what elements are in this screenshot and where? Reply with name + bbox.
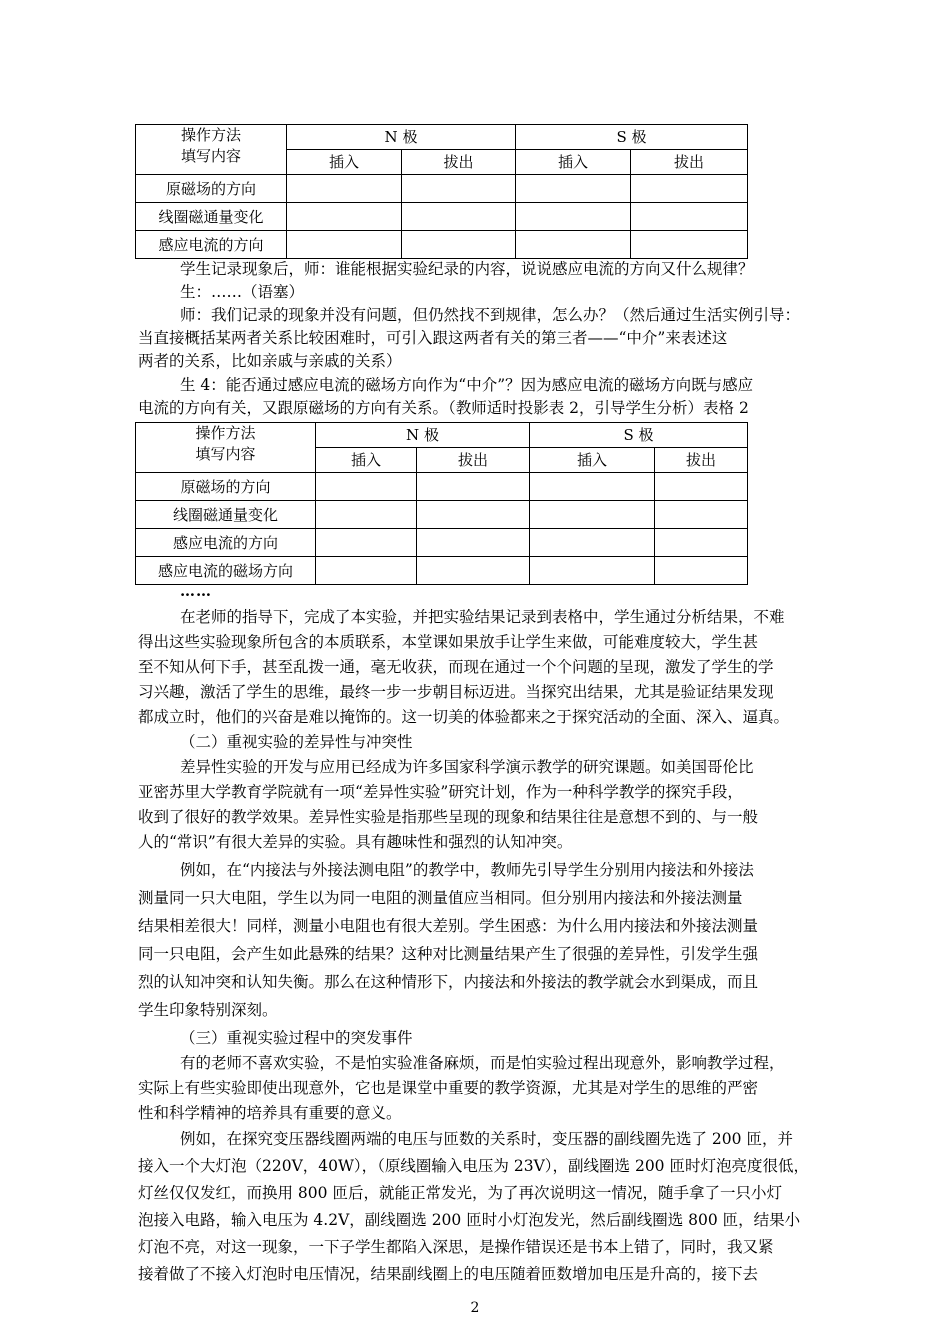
table2-row-label: 感应电流的方向 [136,529,316,557]
section-heading: （二）重视实验的差异性与冲突性 [180,733,413,751]
table-cell [530,557,655,585]
text-line: 同一只电阻，会产生如此悬殊的结果？这种对比测量结果产生了很强的差异性，引发学生强 [138,945,759,963]
table-cell [316,473,417,501]
experiment-table-1 [135,124,748,259]
table-cell [287,203,402,231]
table2-row-label: 线圈磁通量变化 [136,501,316,529]
table2-corner-cell [136,423,316,473]
table-cell [316,529,417,557]
text-line: 得出这些实验现象所包含的本质联系，本堂课如果放手让学生来做，可能难度较大，学生甚 [138,633,759,651]
text-line: 测量同一只大电阻，学生以为同一电阻的测量值应当相同。但分别用内接法和外接法测量 [138,889,743,907]
text-line: 当直接概括某两者关系比较困难时，可引入跟这两者有关的第三者——“中介”来表述这 [138,329,728,347]
table-cell [316,557,417,585]
table-cell [530,529,655,557]
page-number: 2 [470,1300,480,1316]
table2-n-pole-header: N 极 [316,423,530,448]
table-cell [402,203,516,231]
table2-row-label: 感应电流的磁场方向 [136,557,316,585]
table-cell [417,529,530,557]
table1-corner-line2: 填写内容 [180,147,241,165]
table2-s-insert-header: 插入 [530,448,655,473]
table2-s-pull-header: 拔出 [655,448,748,473]
text-line: 两者的关系，比如亲戚与亲戚的关系） [138,352,402,370]
text-line: 至不知从何下手，甚至乱拨一通，毫无收获，而现在通过一个个问题的呈现，激发了学生的学 [138,658,774,676]
table1-corner-line1: 操作方法 [180,126,241,144]
table-cell [655,501,748,529]
text-line: 在老师的指导下，完成了本实验，并把实验结果记录到表格中，学生通过分析结果，不难 [180,608,785,626]
table1-row-label: 感应电流的方向 [136,231,287,259]
text-line: 生：……（语塞） [180,283,305,301]
text-line: 差异性实验的开发与应用已经成为许多国家科学演示教学的研究课题。如美国哥伦比 [180,758,754,776]
experiment-table-2 [135,422,748,585]
table-cell [530,473,655,501]
ellipsis: …… [180,582,212,600]
table1-n-pull-header: 拔出 [402,150,516,175]
table-cell [287,175,402,203]
table-cell [417,473,530,501]
text-line: 性和科学精神的培养具有重要的意义。 [138,1104,402,1122]
table2-n-pull-header: 拔出 [417,448,530,473]
table-row [136,175,748,203]
text-line: 灯丝仅仅发红，而换用 800 匝后，就能正常发光，为了再次说明这一情况，随手拿了一只小灯 [138,1184,782,1202]
text-line: 生 4：能否通过感应电流的磁场方向作为“中介”？因为感应电流的磁场方向既与感应 [180,376,754,394]
table-row [136,473,748,501]
text-line: 实际上有些实验即使出现意外，它也是课堂中重要的教学资源，尤其是对学生的思维的严密 [138,1079,759,1097]
table1-corner-cell [136,125,287,175]
table1-s-insert-header: 插入 [516,150,631,175]
text-line: 亚密苏里大学教育学院就有一项“差异性实验”研究计划，作为一种科学教学的探究手段， [138,783,743,801]
table-cell [417,501,530,529]
text-line: 学生印象特别深刻。 [138,1001,278,1019]
table-cell [631,203,748,231]
table-cell [516,203,631,231]
table1-s-pole-header: S 极 [516,125,748,150]
table-cell [417,557,530,585]
text-line: 灯泡不亮，对这一现象，一下子学生都陷入深思，是操作错误还是书本上错了，同时，我又紧 [138,1238,774,1256]
text-line: 师：我们记录的现象并没有问题，但仍然找不到规律，怎么办？（然后通过生活实例引导： [180,306,801,324]
table-cell [402,175,516,203]
text-line: 收到了很好的教学效果。差异性实验是指那些呈现的现象和结果往往是意想不到的、与一般 [138,808,759,826]
table-cell [655,473,748,501]
table-cell [287,231,402,259]
table1-n-insert-header: 插入 [287,150,402,175]
table2-corner-line1: 操作方法 [195,424,256,442]
table1-row-label: 线圈磁通量变化 [136,203,287,231]
text-line: 都成立时，他们的兴奋是难以掩饰的。这一切美的体验都来之于探究活动的全面、深入、逼真。 [138,708,790,726]
table-row [136,557,748,585]
text-line: 结果相差很大！同样，测量小电阻也有很大差别。学生困惑：为什么用内接法和外接法测量 [138,917,759,935]
text-line: 接入一个大灯泡（220V，40W），（原线圈输入电压为 23V），副线圈选 200 匝时灯泡亮度很低， [138,1157,809,1175]
text-line: 烈的认知冲突和认知失衡。那么在这种情形下，内接法和外接法的教学就会水到渠成，而且 [138,973,759,991]
section-heading: （三）重视实验过程中的突发事件 [180,1029,413,1047]
table-row [136,529,748,557]
table2-s-pole-header: S 极 [530,423,748,448]
text-line: 人的“常识”有很大差异的实验。具有趣味性和强烈的认知冲突。 [138,833,573,851]
table-row [136,501,748,529]
table2-corner-line2: 填写内容 [195,445,256,463]
table-cell [516,175,631,203]
text-line: 电流的方向有关，又跟原磁场的方向有关系。（教师适时投影表 2，引导学生分析）表格 2 [138,399,749,417]
table-row [136,231,748,259]
text-line: 习兴趣，激活了学生的思维，最终一步一步朝目标迈进。当探究出结果，尤其是验证结果发现 [138,683,774,701]
table1-n-pole-header: N 极 [287,125,516,150]
table-cell [316,501,417,529]
table-cell [402,231,516,259]
text-line: 例如，在“内接法与外接法测电阻”的教学中，教师先引导学生分别用内接法和外接法 [180,861,754,879]
table1-s-pull-header: 拔出 [631,150,748,175]
table1-row-label: 原磁场的方向 [136,175,287,203]
table-cell [655,529,748,557]
text-line: 例如，在探究变压器线圈两端的电压与匝数的关系时，变压器的副线圈先选了 200 匝，并 [180,1130,793,1148]
text-line: 接着做了不接入灯泡时电压情况，结果副线圈上的电压随着匝数增加电压是升高的，接下去 [138,1265,759,1283]
table-cell [530,501,655,529]
table-row [136,203,748,231]
table-cell [631,175,748,203]
text-line: 泡接入电路，输入电压为 4.2V，副线圈选 200 匝时小灯泡发光，然后副线圈选 800 匝，结果小 [138,1211,801,1229]
table2-n-insert-header: 插入 [316,448,417,473]
text-line: 有的老师不喜欢实验，不是怕实验准备麻烦，而是怕实验过程出现意外，影响教学过程， [180,1054,785,1072]
table2-row-label: 原磁场的方向 [136,473,316,501]
text-line: 学生记录现象后，师：谁能根据实验纪录的内容，说说感应电流的方向又什么规律？ [180,260,754,278]
table-cell [631,231,748,259]
table-cell [516,231,631,259]
table-cell [655,557,748,585]
